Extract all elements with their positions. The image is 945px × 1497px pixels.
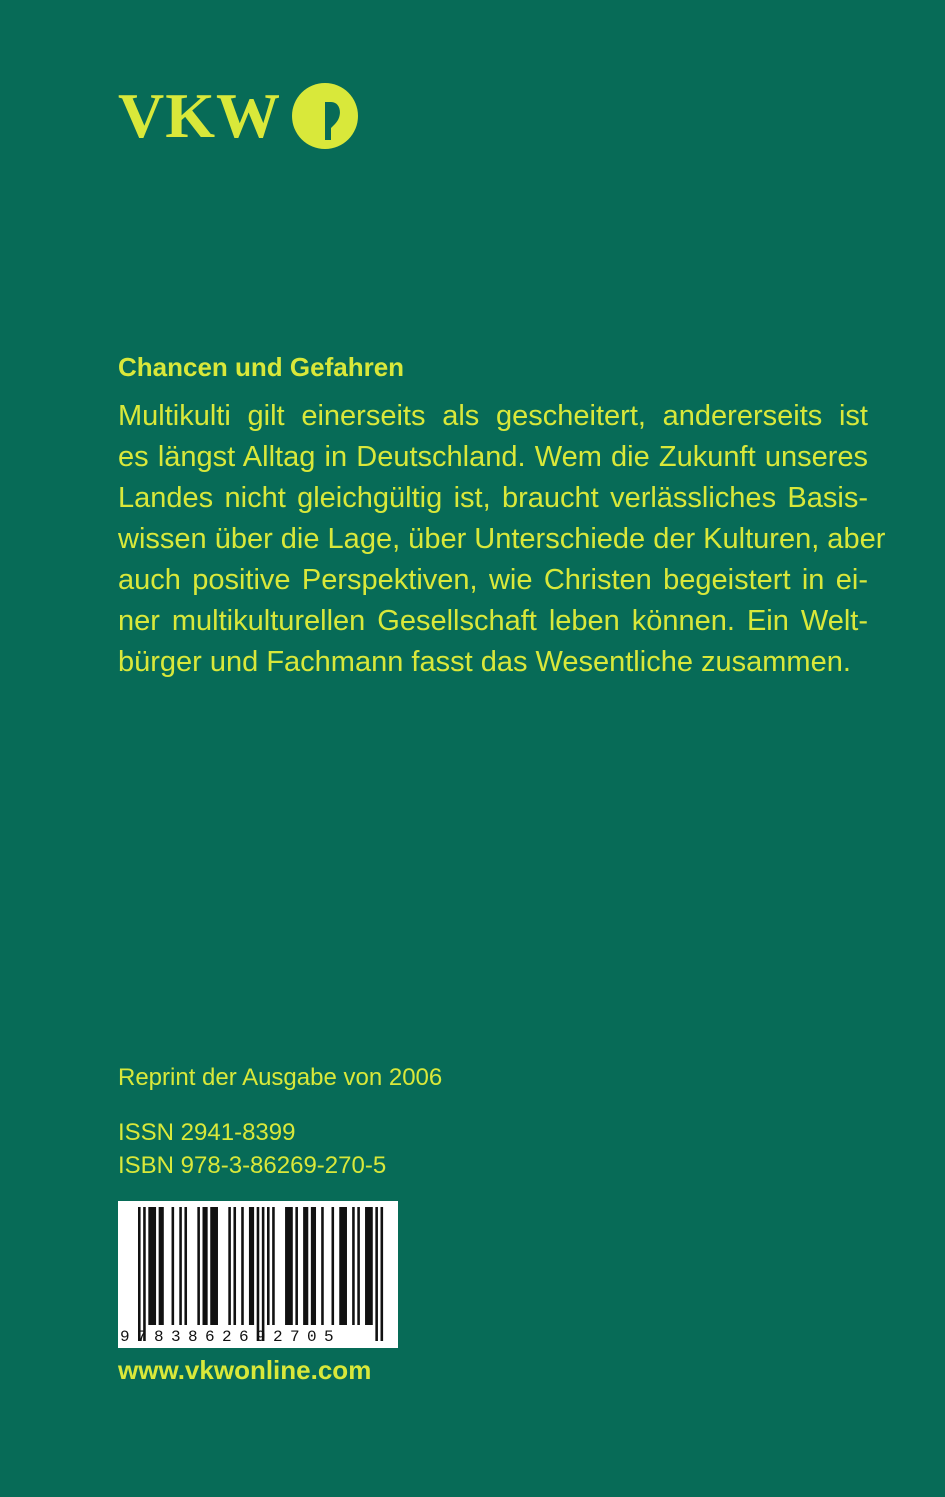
- barcode-bar: [257, 1207, 260, 1341]
- barcode-bar: [311, 1207, 316, 1325]
- isbn-barcode: [118, 1201, 398, 1348]
- blurb-headline: Chancen und Gefahren: [118, 352, 405, 382]
- barcode-bar: [295, 1207, 298, 1325]
- barcode-bar: [138, 1207, 141, 1341]
- barcode-bar: [365, 1207, 373, 1325]
- barcode-bar: [233, 1207, 236, 1325]
- barcode-bar: [148, 1207, 156, 1325]
- barcode-bar: [249, 1207, 254, 1325]
- barcode-bar: [228, 1207, 231, 1325]
- barcode-bar: [381, 1207, 384, 1341]
- blurb-line: Landes nicht gleichgültig ist, braucht verlässliches Basis-: [118, 482, 868, 514]
- barcode-bar: [210, 1207, 218, 1325]
- barcode-bar: [303, 1207, 308, 1325]
- barcode-bar: [197, 1207, 200, 1325]
- barcode-bar: [267, 1207, 270, 1325]
- barcode-bar: [375, 1207, 378, 1341]
- blurb-line: ner multikulturellen Gesellschaft leben können. Ein Welt-: [118, 605, 868, 637]
- barcode-bar: [172, 1207, 175, 1325]
- publisher-logo: [118, 82, 359, 150]
- barcode-bar: [352, 1207, 355, 1325]
- barcode-bar: [262, 1207, 265, 1341]
- isbn-number: ISBN 978-3-86269-270-5: [118, 1152, 387, 1179]
- blurb-line: auch positive Perspektiven, wie Christen begeistert in ei-: [118, 564, 868, 596]
- barcode-bar: [241, 1207, 244, 1325]
- barcode-digits: 9783862692705: [120, 1328, 342, 1346]
- barcode-bar: [159, 1207, 164, 1325]
- barcode-bar: [184, 1207, 187, 1325]
- barcode-bars: [118, 1201, 398, 1348]
- blurb-line: wissen über die Lage, über Unterschiede der Kulturen, aber: [118, 523, 886, 555]
- reprint-note: Reprint der Ausgabe von 2006: [118, 1064, 443, 1091]
- barcode-bar: [203, 1207, 208, 1325]
- barcode-bar: [143, 1207, 146, 1341]
- barcode-bar: [332, 1207, 335, 1325]
- blurb-line: Multikulti gilt einerseits als gescheitert, andererseits ist: [118, 400, 868, 432]
- blurb-text: [118, 396, 886, 683]
- vkw-circle-logo-icon: [291, 82, 359, 150]
- barcode-bar: [357, 1207, 360, 1325]
- barcode-bar: [179, 1207, 182, 1325]
- blurb-line: bürger und Fachmann fasst das Wesentliche zusammen.: [118, 646, 851, 678]
- publisher-logo-text: VKW: [118, 80, 281, 151]
- barcode-bar: [272, 1207, 275, 1325]
- barcode-bar: [285, 1207, 293, 1325]
- barcode-bar: [321, 1207, 324, 1325]
- barcode-bar: [339, 1207, 347, 1325]
- blurb-line: es längst Alltag in Deutschland. Wem die Zukunft unseres: [118, 441, 868, 473]
- publisher-website-link[interactable]: www.vkwonline.com: [118, 1355, 372, 1385]
- issn-number: ISSN 2941-8399: [118, 1119, 296, 1146]
